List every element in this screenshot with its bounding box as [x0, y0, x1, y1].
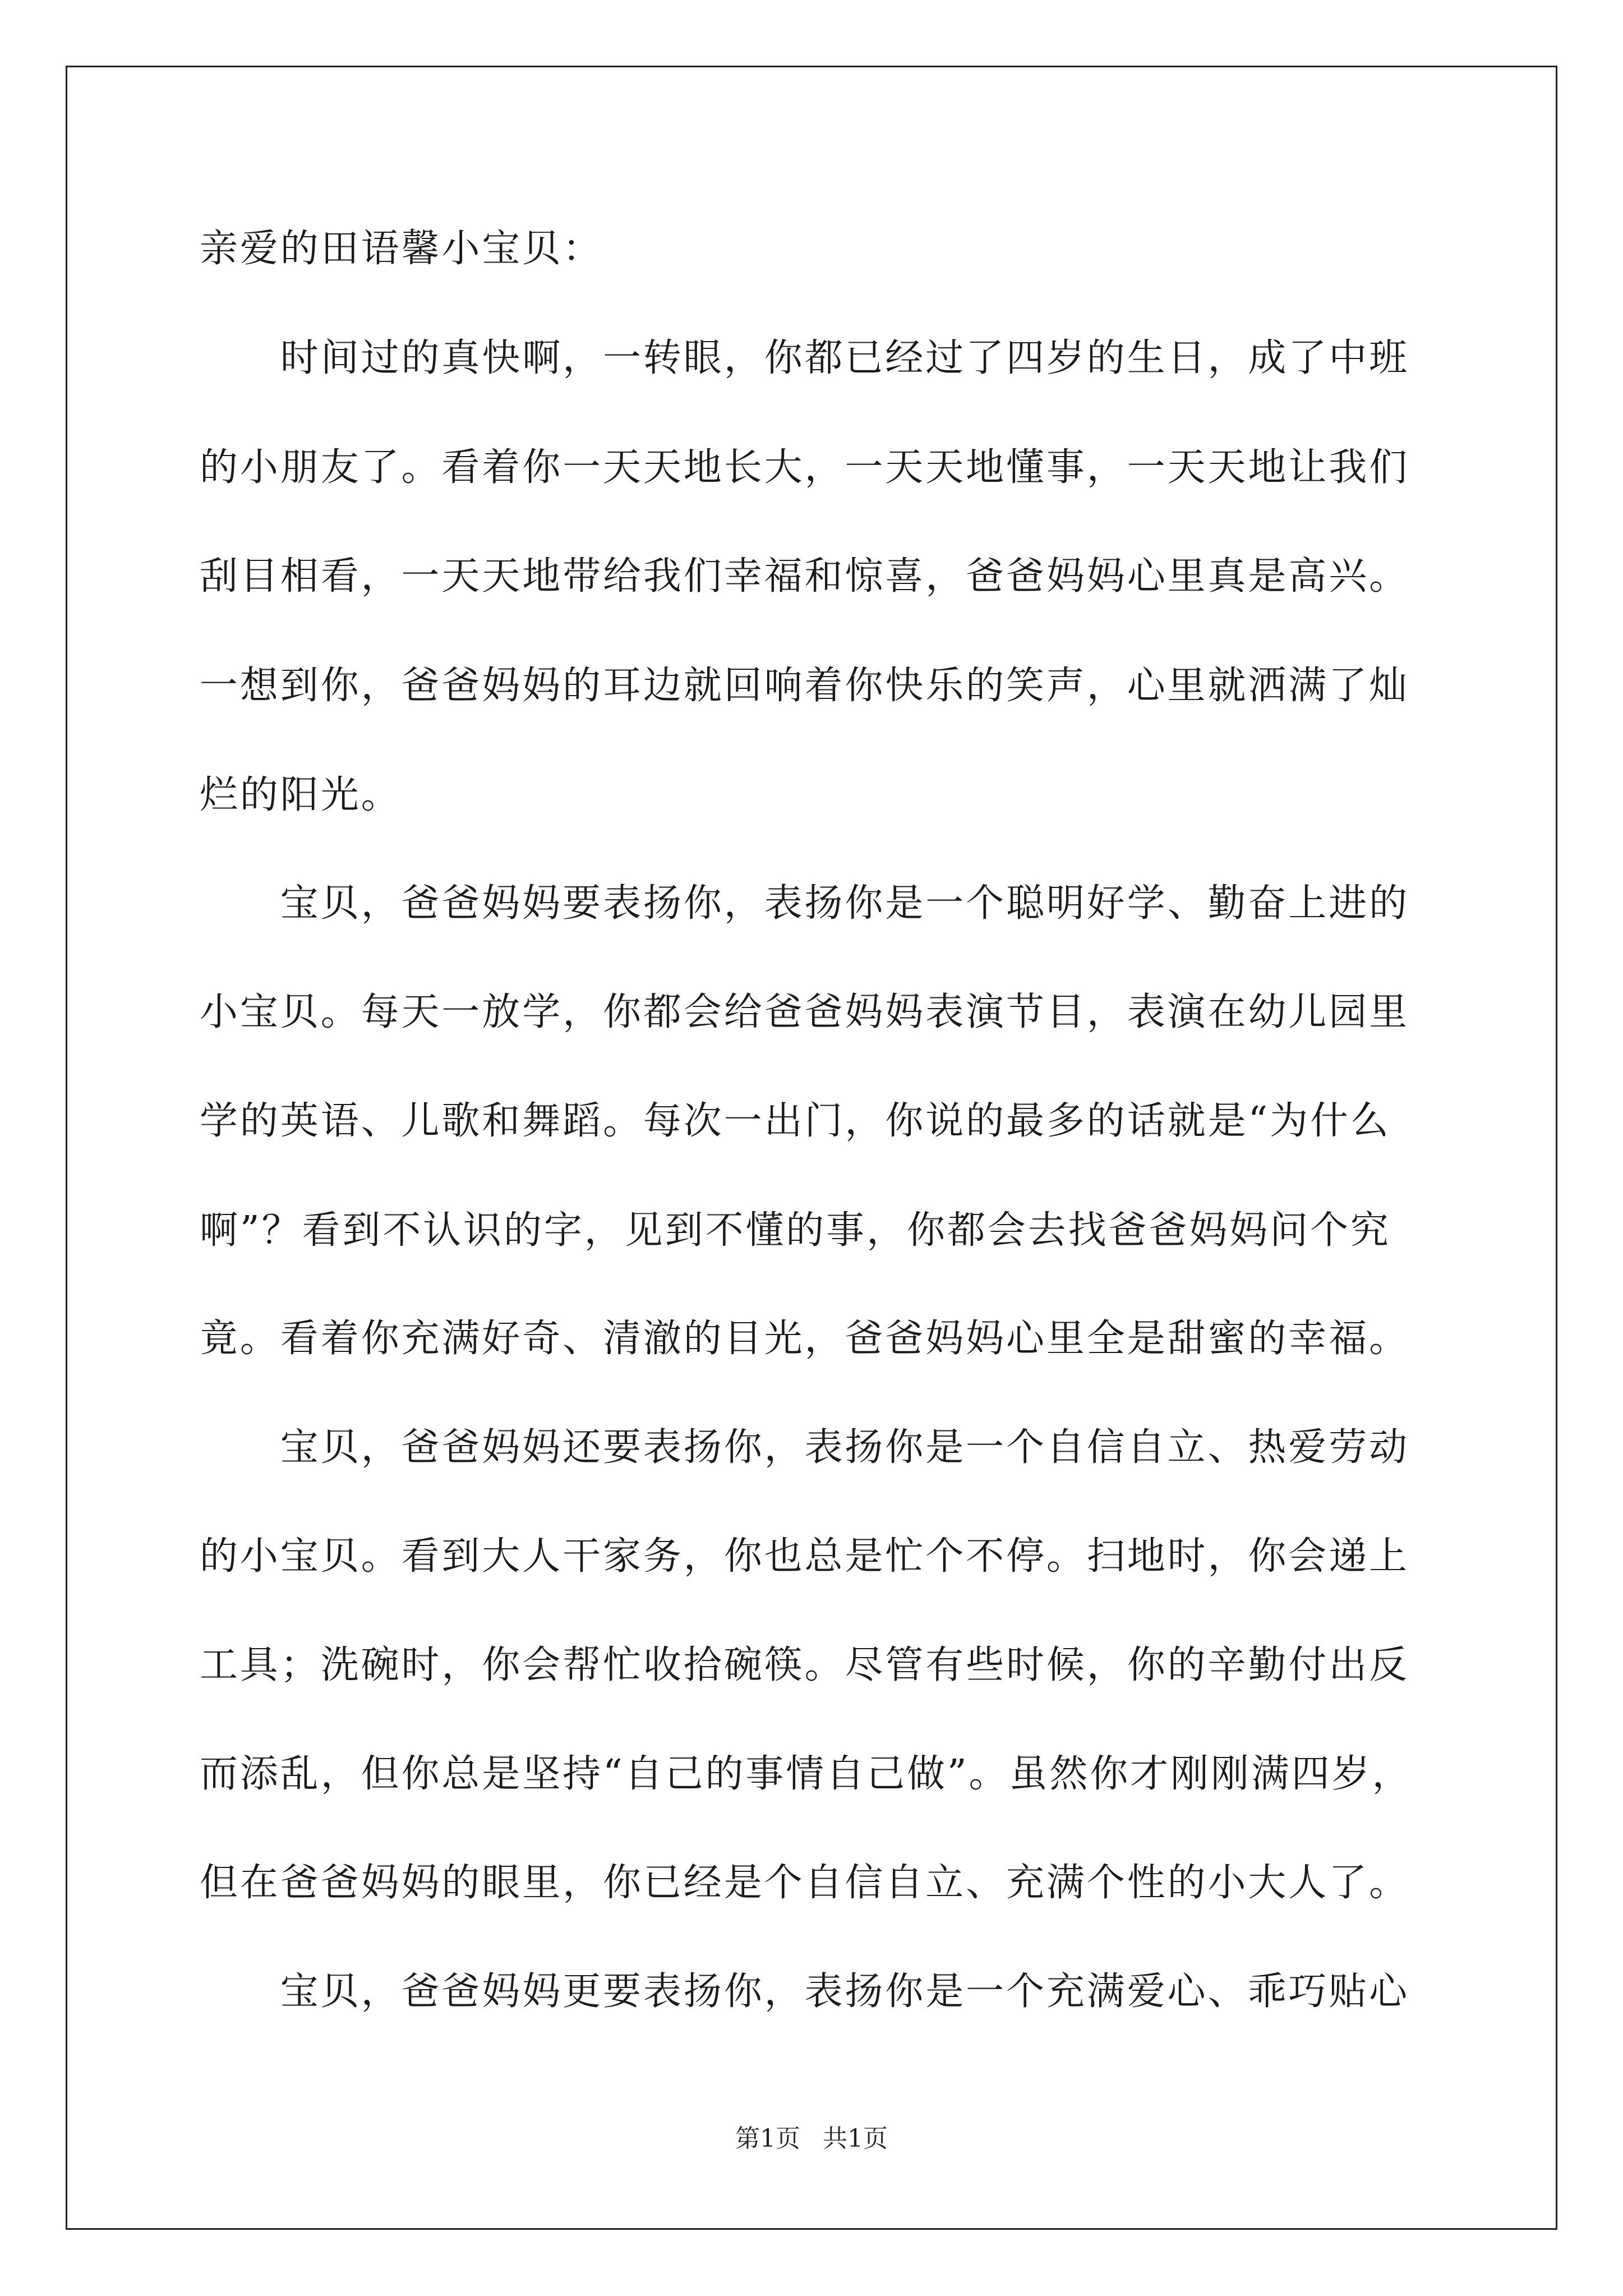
text-line: 宝贝，爸爸妈妈要表扬你，表扬你是一个聪明好学、勤奋上进的 [200, 881, 1410, 926]
text-line: 宝贝，爸爸妈妈更要表扬你，表扬你是一个充满爱心、乖巧贴心 [200, 1970, 1410, 2014]
text-line: 的小朋友了。看着你一天天地长大，一天天地懂事，一天天地让我们 [200, 445, 1410, 490]
text-line: 学的英语、儿歌和舞蹈。每次一出门，你说的最多的话就是“为什么 [200, 1099, 1391, 1143]
salutation: 亲爱的田语馨小宝贝： [200, 227, 603, 271]
text-line: 啊”？看到不认识的字，见到不懂的事，你都会去找爸爸妈妈问个究 [200, 1208, 1391, 1253]
text-line: 宝贝，爸爸妈妈还要表扬你，表扬你是一个自信自立、热爱劳动 [200, 1425, 1410, 1470]
page-footer [0, 2124, 1623, 2153]
text-line: 时间过的真快啊，一转眼，你都已经过了四岁的生日，成了中班 [200, 336, 1410, 380]
text-line: 竟。看着你充满好奇、清澈的目光，爸爸妈妈心里全是甜蜜的幸福。 [200, 1317, 1410, 1361]
page-number: 第1页 [735, 2124, 800, 2153]
text-line: 但在爸爸妈妈的眼里，你已经是个自信自立、充满个性的小大人了。 [200, 1861, 1410, 1905]
text-line: 一想到你，爸爸妈妈的耳边就回响着你快乐的笑声，心里就洒满了灿 [200, 664, 1410, 708]
text-line: 工具；洗碗时，你会帮忙收拾碗筷。尽管有些时候，你的辛勤付出反 [200, 1643, 1410, 1687]
page-total: 共1页 [823, 2124, 888, 2153]
text-line: 小宝贝。每天一放学，你都会给爸爸妈妈表演节目，表演在幼儿园里 [200, 990, 1410, 1034]
page-border [66, 66, 1557, 2230]
text-line: 烂的阳光。 [200, 773, 402, 817]
text-line: 刮目相看，一天天地带给我们幸福和惊喜，爸爸妈妈心里真是高兴。 [200, 554, 1410, 599]
text-line: 的小宝贝。看到大人干家务，你也总是忙个不停。扫地时，你会递上 [200, 1534, 1410, 1579]
text-line: 而添乱，但你总是坚持“自己的事情自己做”。虽然你才刚刚满四岁， [200, 1752, 1413, 1796]
